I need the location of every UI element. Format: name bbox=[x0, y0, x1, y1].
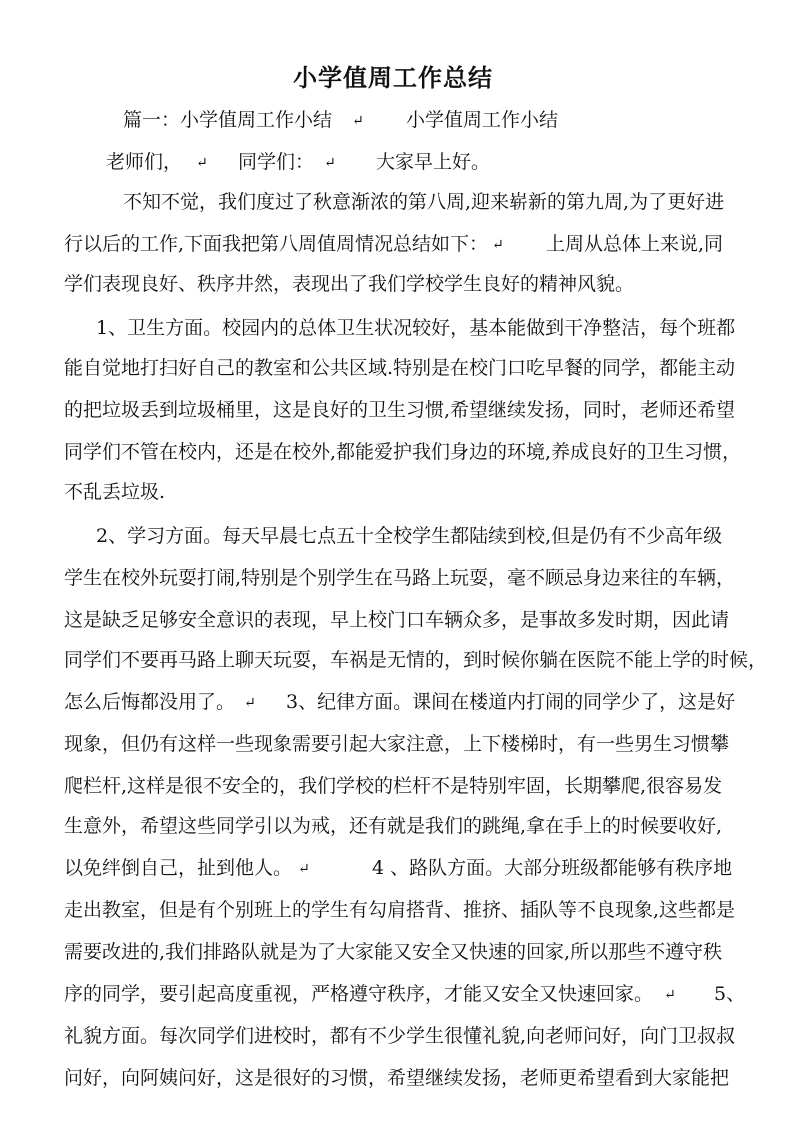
body-line: 爬栏杆,这样是很不安全的，我们学校的栏杆不是特别牢固，长期攀爬,很容易发 bbox=[64, 775, 723, 797]
paragraph-mark: ↵ bbox=[664, 987, 676, 1003]
body-line: 现象，但仍有这样一些现象需要引起大家注意，上下楼梯时，有一些男生习惯攀 bbox=[64, 733, 730, 755]
paragraph-mark: ↵ bbox=[298, 861, 310, 877]
body-line: 这是缺乏足够安全意识的表现，早上校门口车辆众多，是事故多发时期，因此请 bbox=[64, 609, 730, 631]
subtitle-right: 小学值周工作小结 bbox=[406, 109, 559, 131]
body-line: 礼貌方面。每次同学们进校时，都有不少学生很懂礼貌,向老师问好，向门卫叔叔 bbox=[64, 1025, 736, 1047]
paragraph-mark: ↵ bbox=[196, 155, 208, 171]
body-line: 的把垃圾丢到垃圾桶里，这是良好的卫生习惯,希望继续发扬，同时，老师还希望 bbox=[64, 399, 736, 421]
body-line: 不知不觉，我们度过了秋意渐浓的第八周,迎来崭新的第九周,为了更好进 bbox=[123, 191, 725, 213]
body-line: 怎么后悔都没用了。 bbox=[64, 691, 236, 713]
document-title: 小学值周工作总结 bbox=[293, 64, 493, 92]
body-line: 行以后的工作,下面我把第八周值周情况总结如下： bbox=[64, 233, 489, 255]
body-line: 2、学习方面。每天早晨七点五十全校学生都陆续到校,但是仍有不少高年级 bbox=[96, 525, 723, 547]
paragraph-mark: ↵ bbox=[492, 237, 504, 253]
paragraph-mark: ↵ bbox=[324, 155, 336, 171]
paragraph-mark: ↵ bbox=[244, 695, 256, 711]
body-line: 同学们不要再马路上聊天玩耍，车祸是无情的，到时候你躺在医院不能上学的时候， bbox=[64, 649, 768, 671]
greeting-teachers: 老师们， bbox=[106, 151, 183, 173]
body-line: 序的同学，要引起高度重视，严格遵守秩序，才能又安全又快速回家。 bbox=[64, 983, 654, 1005]
body-line: 1、卫生方面。校园内的总体卫生状况较好，基本能做到干净整洁，每个班都 bbox=[96, 317, 736, 339]
body-line: 问好，向阿姨问好，这是很好的习惯，希望继续发扬，老师更希望看到大家能把 bbox=[64, 1067, 730, 1089]
body-line: 能自觉地打扫好自己的教室和公共区域.特别是在校门口吃早餐的同学，都能主动 bbox=[64, 357, 736, 379]
greeting-morning: 大家早上好。 bbox=[376, 151, 491, 173]
body-line: 学生在校外玩耍打闹,特别是个别学生在马路上玩耍，毫不顾忌身边来往的车辆， bbox=[64, 567, 736, 589]
body-line: 以免绊倒自己，扯到他人。 bbox=[64, 857, 293, 879]
body-line: 需要改进的,我们排路队就是为了大家能又安全又快速的回家,所以那些不遵守秩 bbox=[64, 941, 723, 963]
body-line: 上周从总体上来说,同 bbox=[546, 233, 724, 255]
body-line: 同学们不管在校内，还是在校外,都能爱护我们身边的环境,养成良好的卫生习惯， bbox=[64, 441, 742, 463]
greeting-students: 同学们： bbox=[238, 151, 315, 173]
body-line: 走出教室，但是有个别班上的学生有勾肩搭背、推挤、插队等不良现象,这些都是 bbox=[64, 899, 736, 921]
subtitle-left: 篇一：小学值周工作小结 bbox=[123, 109, 333, 131]
body-line: 学们表现良好、秩序井然，表现出了我们学校学生良好的精神风貌。 bbox=[64, 273, 635, 295]
paragraph-mark: ↵ bbox=[352, 113, 364, 129]
body-line: 5、 bbox=[714, 983, 746, 1005]
body-line: 4 、路队方面。大部分班级都能够有秩序地 bbox=[372, 857, 733, 879]
body-line: 生意外，希望这些同学引以为戒，还有就是我们的跳绳,拿在手上的时候要收好, bbox=[64, 815, 723, 837]
body-line: 3、纪律方面。课间在楼道内打闹的同学少了，这是好 bbox=[286, 691, 736, 713]
body-line: 不乱丢垃圾. bbox=[64, 481, 166, 503]
